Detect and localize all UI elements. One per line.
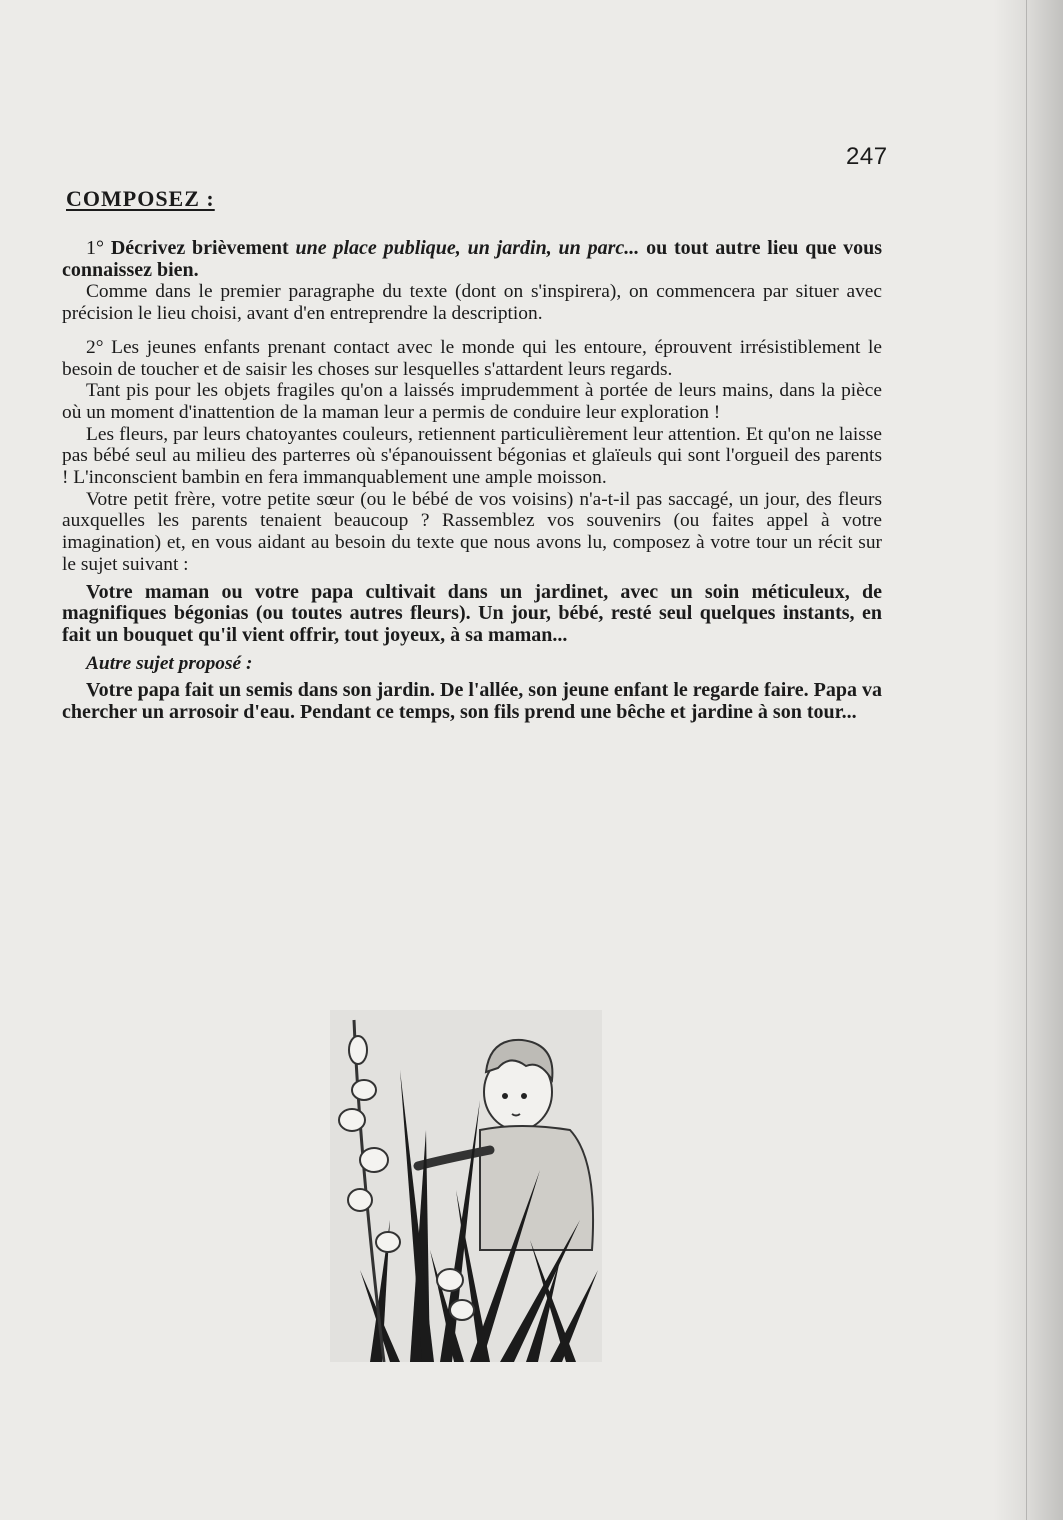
page-number: 247 [846, 143, 888, 170]
exercise-2-paragraph-2: Tant pis pour les objets fragiles qu'on a laissés imprudemment à portée de leurs mains, dans la pièce où un moment d'inattention de la maman leur a permis de conduire leur exploration ! [62, 380, 882, 423]
exercise-1-places: une place publique, un jardin, un parc... [295, 237, 640, 259]
exercise-content [62, 238, 882, 724]
exercise-2-paragraph-4: Votre petit frère, votre petite sœur (ou le bébé de vos voisins) n'a-t-il pas saccagé, un jour, des fleurs auxquelles les parents tenaient beaucoup ? Rassemblez vos souvenirs (ou faites appel à votre imagination) et, en vous aidant au besoin du texte que nous avons lu, composez à votre tour un récit sur le sujet suivant : [62, 488, 882, 575]
exercise-2-subject: Votre maman ou votre papa cultivait dans un jardinet, avec un soin méticuleux, de magnifiques bégonias (ou toutes autres fleurs). Un jour, bébé, resté seul quelques instants, en fait un bouquet qu'il vient offrir, tout joyeux, à sa maman... [62, 580, 882, 646]
exercise-1-tail: ou tout autre lieu que vous connaissez bien. [62, 237, 883, 281]
exercise-2-paragraph-3: Les fleurs, par leurs chatoyantes couleurs, retiennent particulièrement leur attention. Et qu'on ne laisse pas bébé seul au milieu des parterres où s'épanouissent bégonias et glaïeuls qui sont l'orgueil des parents ! L'inconscient bambin en fera immanquablement une ample moisson. [62, 423, 882, 489]
exercise-2-intro [62, 337, 882, 380]
exercise-1-number: 1° [86, 237, 104, 259]
exercise-1-instruction: Comme dans le premier paragraphe du texte (dont on s'inspirera), on commencera par situer avec précision le lieu choisi, avant d'en entreprendre la description. [62, 281, 882, 325]
spine-line [1026, 0, 1027, 1520]
heading-text: COMPOSEZ : [66, 186, 215, 211]
exercise-1-lead: Décrivez brièvement [110, 237, 289, 259]
page-edge-shadow [993, 0, 1063, 1520]
child-in-flowers-illustration [330, 1010, 602, 1362]
section-heading [66, 186, 215, 212]
exercise-2-intro-text: Les jeunes enfants prenant contact avec le monde qui les entoure, éprouvent irrésistiblement le besoin de toucher et de saisir les choses sur lesquelles s'attardent leurs regards. [62, 336, 882, 380]
alternative-subject: Votre papa fait un semis dans son jardin. De l'allée, son jeune enfant le regarde faire. Papa va chercher un arrosoir d'eau. Pendant ce temps, son fils prend une bêche et jardine à son tour... [62, 679, 882, 724]
exercise-2-number: 2° [86, 336, 104, 358]
alternative-subject-label: Autre sujet proposé : [86, 652, 253, 674]
illustration-drawing [330, 1010, 602, 1362]
exercise-1-prompt [62, 238, 882, 281]
